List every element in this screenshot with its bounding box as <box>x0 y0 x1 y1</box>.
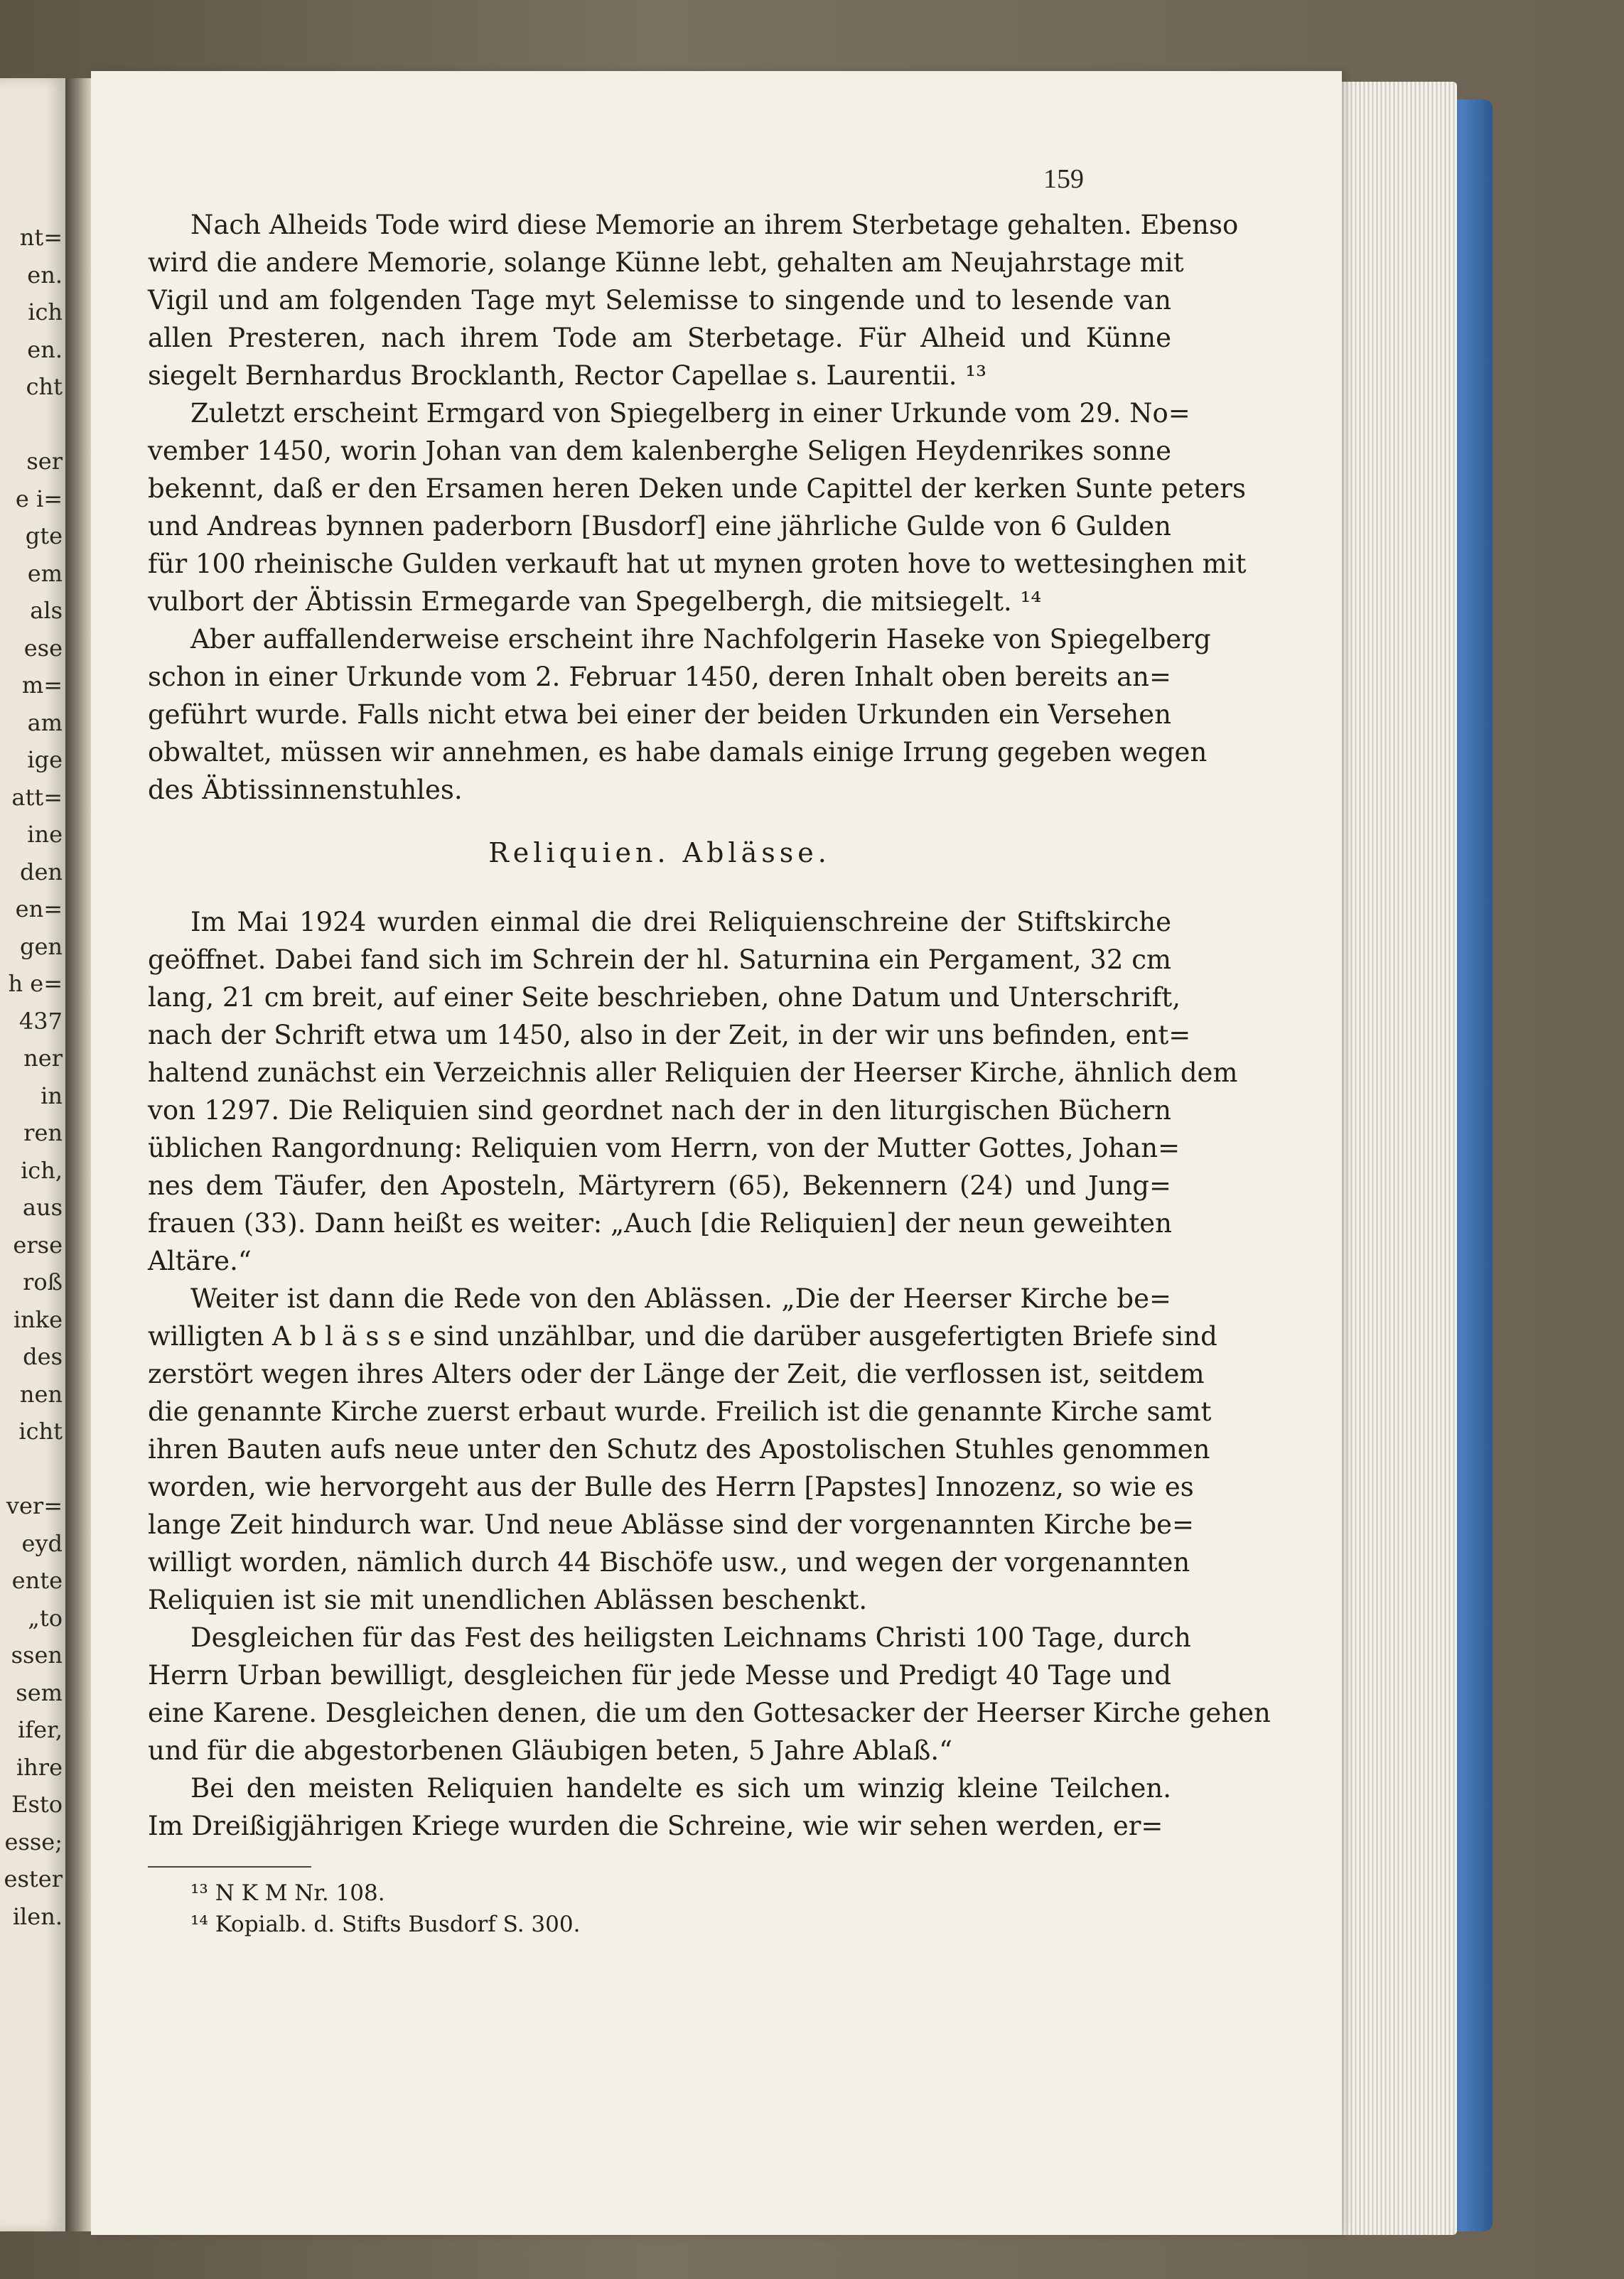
left-page-word-fragment: gte <box>25 522 63 549</box>
left-page-word-fragment: des <box>23 1343 63 1370</box>
left-page-word-fragment: ester <box>4 1865 63 1892</box>
left-page-word-fragment: ilen. <box>12 1902 63 1930</box>
text-line: Vigil und am folgenden Tage myt Selemisse to singende und to lesende van <box>148 285 1171 316</box>
text-line: nes dem Täufer, den Aposteln, Märtyrern (65), Bekennern (24) und Jung= <box>148 1170 1171 1201</box>
left-page-word-fragment: gen <box>19 932 63 960</box>
text-line: eine Karene. Desgleichen denen, die um den Gottesacker der Heerser Kirche gehen <box>148 1698 1271 1728</box>
text-line: von 1297. Die Reliquien sind geordnet nach der in den liturgischen Büchern <box>148 1095 1171 1126</box>
left-page-fragment <box>0 78 65 2231</box>
left-page-word-fragment: „to <box>28 1604 63 1632</box>
text-line: Zuletzt erscheint Ermgard von Spiegelberg in einer Urkunde vom 29. No= <box>190 398 1190 429</box>
left-page-word-fragment: sem <box>16 1679 63 1706</box>
footnote-rule <box>148 1866 311 1868</box>
left-page-word-fragment: esse; <box>4 1828 63 1855</box>
text-line: worden, wie hervorgeht aus der Bulle des Herrn [Papstes] Innozenz, so wie es <box>148 1472 1194 1502</box>
text-line: Aber auffallenderweise erscheint ihre Nachfolgerin Haseke von Spiegelberg <box>190 624 1211 654</box>
left-page-word-fragment: ssen <box>11 1642 63 1669</box>
text-line: üblichen Rangordnung: Reliquien vom Herrn, von der Mutter Gottes, Johan= <box>148 1133 1181 1163</box>
text-line: zerstört wegen ihres Alters oder der Länge der Zeit, die verflossen ist, seitdem <box>148 1359 1205 1389</box>
left-page-word-fragment: als <box>30 597 63 624</box>
text-line: die genannte Kirche zuerst erbaut wurde. Freilich ist die genannte Kirche samt <box>148 1396 1212 1427</box>
text-line: Reliquien ist sie mit unendlichen Ablässen beschenkt. <box>148 1585 868 1615</box>
left-page-word-fragment: eyd <box>21 1529 63 1557</box>
left-page-word-fragment: nt= <box>19 224 63 251</box>
text-line: Bei den meisten Reliquien handelte es sich um winzig kleine Teilchen. <box>190 1773 1171 1804</box>
text-line: des Äbtissinnenstuhles. <box>148 775 463 805</box>
left-page-word-fragment: en. <box>27 261 63 289</box>
left-page-word-fragment: ente <box>11 1567 63 1594</box>
book-page <box>91 71 1342 2235</box>
text-line: allen Presteren, nach ihrem Tode am Sterbetage. Für Alheid und Künne <box>148 323 1171 353</box>
text-line: bekennt, daß er den Ersamen heren Deken unde Capittel der kerken Sunte peters <box>148 473 1246 504</box>
left-page-word-fragment: en. <box>27 335 63 363</box>
left-page-word-fragment: h e= <box>8 970 63 997</box>
text-line: lange Zeit hindurch war. Und neue Ablässe sind der vorgenannten Kirche be= <box>148 1509 1195 1540</box>
text-line: Im Dreißigjährigen Kriege wurden die Schreine, wie wir sehen werden, er= <box>148 1811 1163 1841</box>
left-page-word-fragment: ver= <box>6 1492 63 1519</box>
left-page-word-fragment: ige <box>27 746 63 773</box>
text-line: und für die abgestorbenen Gläubigen beten, 5 Jahre Ablaß.“ <box>148 1735 953 1766</box>
left-page-word-fragment: ich, <box>21 1156 63 1184</box>
left-page-word-fragment: icht <box>18 1418 63 1445</box>
text-line: für 100 rheinische Gulden verkauft hat ut mynen groten hove to wettesinghen mit <box>148 549 1247 579</box>
footnote: ¹⁴ Kopialb. d. Stifts Busdorf S. 300. <box>190 1912 581 1937</box>
text-line: frauen (33). Dann heißt es weiter: „Auch [die Reliquien] der neun geweihten <box>148 1208 1172 1239</box>
left-page-word-fragment: att= <box>11 783 63 811</box>
left-page-word-fragment: ifer, <box>18 1716 63 1743</box>
left-page-word-fragment: den <box>19 858 63 885</box>
left-page-word-fragment: aus <box>22 1194 63 1221</box>
book-gutter <box>65 78 91 2231</box>
left-page-word-fragment: am <box>27 709 63 736</box>
footnote: ¹³ N K M Nr. 108. <box>190 1880 385 1906</box>
text-line: vember 1450, worin Johan van dem kalenberghe Seligen Heydenrikes sonne <box>148 436 1171 466</box>
left-page-word-fragment: ine <box>27 821 63 848</box>
text-line: lang, 21 cm breit, auf einer Seite beschrieben, ohne Datum und Unterschrift, <box>148 982 1181 1013</box>
text-line: Weiter ist dann die Rede von den Ablässen. „Die der Heerser Kirche be= <box>190 1283 1171 1314</box>
left-page-word-fragment: in <box>41 1082 63 1109</box>
text-line: nach der Schrift etwa um 1450, also in der Zeit, in der wir uns befinden, ent= <box>148 1020 1191 1050</box>
left-page-word-fragment: ihre <box>16 1753 63 1781</box>
body-text <box>91 71 1342 2235</box>
left-page-word-fragment: erse <box>13 1231 63 1259</box>
text-line: Altäre.“ <box>148 1246 252 1276</box>
left-page-word-fragment: ser <box>26 448 63 475</box>
text-line: Nach Alheids Tode wird diese Memorie an ihrem Sterbetage gehalten. Ebenso <box>190 210 1239 240</box>
page-edges <box>1340 82 1457 2235</box>
text-line: siegelt Bernhardus Brocklanth, Rector Capellae s. Laurentii. ¹³ <box>148 360 986 391</box>
text-line: willigten A b l ä s s e sind unzählbar, und die darüber ausgefertigten Briefe sind <box>148 1321 1217 1352</box>
text-line: ihren Bauten aufs neue unter den Schutz des Apostolischen Stuhles genommen <box>148 1434 1210 1465</box>
left-page-word-fragment: 437 <box>18 1007 63 1035</box>
text-line: Desgleichen für das Fest des heiligsten Leichnams Christi 100 Tage, durch <box>190 1622 1191 1653</box>
text-line: vulbort der Äbtissin Ermegarde van Spegelbergh, die mitsiegelt. ¹⁴ <box>148 586 1042 617</box>
text-line: und Andreas bynnen paderborn [Busdorf] eine jährliche Gulde von 6 Gulden <box>148 511 1171 542</box>
left-page-word-fragment: ese <box>23 634 63 662</box>
section-heading: Reliquien. Ablässe. <box>488 837 831 868</box>
left-page-word-fragment: e i= <box>15 485 63 512</box>
left-page-word-fragment: en= <box>15 895 63 922</box>
left-page-word-fragment: ner <box>23 1045 63 1072</box>
left-page-word-fragment: nen <box>19 1380 63 1408</box>
left-page-word-fragment: cht <box>26 373 63 400</box>
left-page-word-fragment: ren <box>23 1119 63 1146</box>
left-page-word-fragment: roß <box>23 1268 63 1295</box>
left-page-word-fragment: ich <box>28 298 63 325</box>
text-line: wird die andere Memorie, solange Künne lebt, gehalten am Neujahrstage mit <box>148 247 1184 278</box>
text-line: obwaltet, müssen wir annehmen, es habe damals einige Irrung gegeben wegen <box>148 737 1208 767</box>
left-page-word-fragment: Esto <box>11 1791 63 1818</box>
text-line: willigt worden, nämlich durch 44 Bischöfe usw., und wegen der vorgenannten <box>148 1547 1190 1578</box>
page-number: 159 <box>1043 164 1084 194</box>
left-page-word-fragment: inke <box>13 1305 63 1333</box>
text-line: haltend zunächst ein Verzeichnis aller Reliquien der Heerser Kirche, ähnlich dem <box>148 1057 1238 1088</box>
text-line: geöffnet. Dabei fand sich im Schrein der hl. Saturnina ein Pergament, 32 cm <box>148 944 1171 975</box>
text-line: Im Mai 1924 wurden einmal die drei Reliquienschreine der Stiftskirche <box>190 907 1171 937</box>
text-line: geführt wurde. Falls nicht etwa bei einer der beiden Urkunden ein Versehen <box>148 699 1171 730</box>
text-line: schon in einer Urkunde vom 2. Februar 1450, deren Inhalt oben bereits an= <box>148 662 1171 692</box>
left-page-word-fragment: em <box>27 559 63 587</box>
left-page-word-fragment: m= <box>21 672 63 699</box>
text-line: Herrn Urban bewilligt, desgleichen für jede Messe und Predigt 40 Tage und <box>148 1660 1171 1691</box>
